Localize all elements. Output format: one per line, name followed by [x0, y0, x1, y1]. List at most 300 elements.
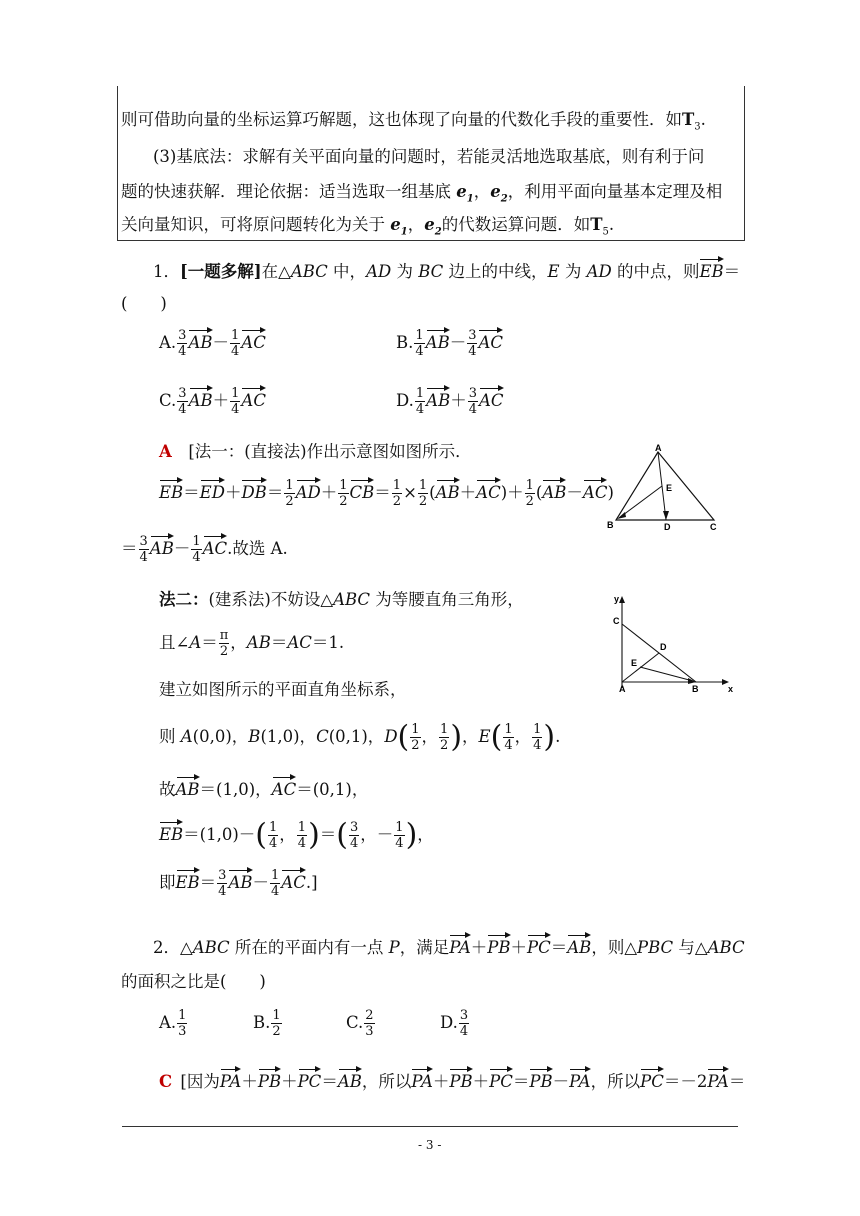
basis-e1: e [456, 182, 467, 201]
numerator: 1 [285, 478, 294, 493]
vec-cb: CB [349, 483, 375, 502]
q2-text: 与△ [673, 938, 708, 957]
q1-ad: AD [586, 262, 612, 281]
vec-ed: ED [199, 483, 225, 502]
comma: ， [421, 727, 439, 746]
numerator: 1 [440, 722, 449, 737]
paren: ( [397, 719, 410, 755]
paren: ) [308, 817, 320, 853]
fraction [525, 478, 535, 509]
vec-ad: AD [295, 483, 321, 502]
y-axis-arrow [619, 596, 625, 603]
numerator: 1 [178, 1008, 187, 1023]
vec-ab: AB [425, 333, 450, 352]
cond-text: 且∠ [159, 633, 190, 652]
numerator: 1 [231, 386, 240, 401]
sol2-text: ，所以 [590, 1072, 641, 1091]
vec-eb: EB [699, 262, 724, 281]
denominator: 4 [350, 836, 359, 851]
numerator: 1 [525, 478, 534, 493]
label-a: A [655, 444, 662, 453]
fraction [268, 820, 278, 851]
label-e: E [666, 483, 673, 493]
vec-ab: AB [337, 1072, 362, 1091]
m2-abc: ABC [333, 590, 371, 609]
q2-option-c[interactable] [346, 1008, 376, 1039]
plus: ＋ [224, 483, 242, 502]
plus: ＋ [510, 938, 528, 957]
end-text: .] [305, 873, 318, 892]
vec-ac: AC [479, 391, 504, 410]
q2-abc: ABC [192, 938, 230, 957]
fraction [414, 328, 424, 359]
paren: ) [405, 817, 418, 853]
fraction [394, 820, 404, 851]
point-b-coord: (1,0)， [260, 727, 317, 746]
vec-ab: AB [188, 333, 213, 352]
m2-text: 为等腰直角三角形， [370, 590, 524, 609]
eq: ＝ [266, 483, 284, 502]
vec-pb: PB [529, 1072, 553, 1091]
q2-option-b[interactable] [253, 1008, 283, 1039]
minus: － [252, 873, 269, 892]
sol1-m2-condition [159, 628, 344, 659]
sol2-end: ＝ [728, 1072, 746, 1091]
denominator: 4 [139, 550, 148, 565]
then-text: 则 [159, 727, 181, 746]
vec-pc: PC [527, 938, 551, 957]
q1-eq: ＝ [723, 262, 741, 281]
denominator: 4 [231, 402, 240, 417]
eq: ＝ [321, 1072, 338, 1091]
sol1-m2-vectors [159, 776, 368, 800]
fraction [219, 628, 230, 659]
numerator: 1 [192, 534, 201, 549]
cond-text: ＝1. [311, 633, 345, 652]
numerator: 1 [271, 868, 280, 883]
ref-t3-sub: 3 [694, 121, 701, 133]
q2-option-d[interactable] [440, 1008, 470, 1039]
denominator: 2 [392, 494, 402, 509]
hence-text: 故 [159, 780, 176, 799]
numerator: 1 [231, 328, 240, 343]
q1-text: 中， [327, 262, 367, 281]
denominator: 2 [285, 494, 294, 509]
vec-ac: AC [271, 780, 297, 799]
sol2-line [159, 1068, 745, 1092]
fraction [217, 868, 227, 899]
sep: ， [407, 215, 425, 234]
denominator: 3 [365, 1024, 374, 1039]
q1-option-c[interactable] [159, 386, 266, 417]
numerator: 1 [415, 386, 425, 401]
fraction [439, 722, 449, 753]
vec-ab: AB [542, 483, 567, 502]
box-line-4-text-b: 的代数运算问题．如 [441, 215, 591, 234]
basis-e2: e [490, 182, 501, 201]
vec-ab: AB [175, 780, 200, 799]
coordinate-figure [606, 592, 734, 696]
q1-abc: ABC [290, 262, 328, 281]
vec-eb: EB [175, 873, 200, 892]
sol2-text: ，所以 [361, 1072, 412, 1091]
ji-text: 即 [159, 873, 176, 892]
label-d: D [664, 522, 671, 532]
answer-letter: C [159, 1072, 173, 1091]
plus: ＋ [320, 483, 338, 502]
denominator: 2 [219, 644, 229, 659]
fraction [271, 1008, 281, 1039]
numerator: 2 [365, 1008, 374, 1023]
operator: － [449, 333, 467, 352]
q1-text: 为 [559, 262, 587, 281]
denominator: 4 [415, 402, 425, 417]
point-e: E [478, 727, 491, 746]
q1-number: 1． [153, 262, 180, 281]
q1-blank: ( ) [121, 294, 167, 313]
vec-ab: AB [567, 938, 592, 957]
vec-pa: PA [411, 1072, 433, 1091]
operator: － [212, 333, 229, 352]
option-label: B. [396, 333, 414, 352]
vec-ac: AC [582, 483, 608, 502]
sol2-text: [因为 [180, 1072, 220, 1091]
label-b: B [607, 520, 614, 530]
m2-text: (建系法)不妨设△ [208, 590, 334, 609]
numerator: 3 [459, 1008, 469, 1023]
comma: ， [514, 727, 532, 746]
plus: ＋ [281, 1072, 298, 1091]
fraction [459, 1008, 469, 1039]
basis-e1-sub: 1 [466, 193, 474, 205]
fraction [297, 820, 307, 851]
option-label: C. [346, 1013, 364, 1032]
numerator: 3 [468, 328, 477, 343]
operator: ＋ [212, 391, 230, 410]
vec-pb: PB [449, 1072, 473, 1091]
cond-text: ， [230, 633, 247, 652]
q2-abc: ABC [707, 938, 745, 957]
point-b: B [248, 727, 261, 746]
denominator: 4 [271, 884, 280, 899]
answer-letter: A [159, 442, 172, 461]
vec-ac: AC [478, 333, 504, 352]
q2-number: 2．△ [153, 938, 193, 957]
denominator: 2 [440, 738, 449, 753]
denominator: 4 [468, 344, 477, 359]
vec-ab: AB [435, 483, 460, 502]
denominator: 2 [272, 1024, 281, 1039]
sol1-m2-eb [159, 817, 434, 853]
fraction [191, 534, 201, 565]
vec-eb: EB [159, 483, 184, 502]
vec-ac: AC [241, 333, 266, 352]
q1-text: 的中点，则 [611, 262, 700, 281]
plus: ＋ [507, 483, 524, 502]
point-c: C [316, 727, 329, 746]
eb-text: ＝(1,0)－ [183, 825, 256, 844]
denominator: 4 [297, 836, 307, 851]
q2-p: P [388, 938, 400, 957]
paren: ( [336, 817, 349, 853]
q1-stem [153, 258, 740, 282]
numerator: 1 [272, 1008, 281, 1023]
denominator: 4 [231, 344, 240, 359]
sep: ， [473, 182, 491, 201]
denominator: 3 [178, 1024, 187, 1039]
point-a: A [180, 727, 193, 746]
vec-ac: AC [202, 539, 228, 558]
q2-text: ，满足 [399, 938, 450, 957]
box-line-4-dot: . [608, 215, 615, 234]
option-label: B. [253, 1013, 271, 1032]
vec-pc: PC [489, 1072, 513, 1091]
arrowhead [663, 511, 669, 520]
vec-ac-value: ＝(0,1)， [296, 780, 369, 799]
numerator: 1 [297, 820, 307, 835]
denominator: 4 [218, 884, 227, 899]
vec-pb: PB [257, 1072, 282, 1091]
fraction [418, 478, 428, 509]
q1-text: 在△ [261, 262, 291, 281]
fraction [468, 386, 478, 417]
fraction [410, 722, 420, 753]
sol1-m2-coord-text: 建立如图所示的平面直角坐标系， [159, 680, 407, 699]
fraction [338, 478, 348, 509]
choose-text: .故选 A. [227, 539, 288, 558]
vec-ac: AC [281, 873, 306, 892]
basis-e2-sub: 2 [434, 226, 442, 238]
fraction [230, 386, 240, 417]
denominator: 4 [533, 738, 542, 753]
minus: － [566, 483, 583, 502]
point-a-coord: (0,0)， [192, 727, 249, 746]
box-line-1-dot: . [700, 110, 706, 129]
vec-ab: AB [149, 539, 174, 558]
q1-text: 为 [391, 262, 419, 281]
page-number: - 3 - [418, 1138, 442, 1152]
fraction [177, 1008, 187, 1039]
label-y: y [614, 594, 620, 604]
denominator: 2 [411, 738, 420, 753]
box-line-2: (3)基底法：求解有关平面向量的问题时，若能灵活地选取基底，则有利于问 [153, 147, 705, 166]
plus: ＋ [472, 1072, 490, 1091]
q2-text: 所在的平面内有一点 [229, 938, 389, 957]
basis-e1-sub: 1 [400, 226, 408, 238]
point-d: D [384, 727, 398, 746]
paren: ( [490, 719, 503, 755]
q1-option-b[interactable] [396, 328, 503, 359]
numerator: 3 [218, 868, 227, 883]
fraction [503, 722, 513, 753]
eq: ＝ [201, 633, 218, 652]
numerator: 3 [468, 386, 477, 401]
minus: － [376, 825, 394, 844]
comma: ， [417, 825, 434, 844]
basis-e2: e [424, 215, 435, 234]
label-c: C [710, 522, 717, 532]
numerator: π [219, 628, 229, 643]
denominator: 2 [525, 494, 534, 509]
numerator: 1 [269, 820, 278, 835]
box-line-3-text-b: ，利用平面向量基本定理及相 [507, 182, 723, 201]
times: × [403, 483, 417, 502]
fraction [349, 820, 359, 851]
comma: ， [279, 825, 296, 844]
vec-pc: PC [297, 1072, 322, 1091]
numerator: 1 [418, 478, 428, 493]
fraction [284, 478, 294, 509]
vec-eb: EB [159, 825, 184, 844]
box-line-3 [121, 178, 722, 204]
plus: ＋ [432, 1072, 450, 1091]
fraction [177, 328, 187, 359]
eq: ＝ [512, 1072, 530, 1091]
q1-tag: [一题多解] [180, 262, 262, 281]
sol2-tail: ＝－2 [663, 1072, 708, 1091]
option-label: D. [440, 1013, 458, 1032]
vec-ab: AB [228, 873, 253, 892]
eq: ＝ [319, 825, 337, 844]
label-e: E [631, 658, 638, 668]
plus: ＋ [470, 938, 488, 957]
footer-rule [122, 1126, 738, 1127]
fraction [139, 534, 149, 565]
vec-ac: AC [476, 483, 501, 502]
denominator: 4 [415, 344, 424, 359]
fraction [230, 328, 240, 359]
box-line-1-text: 则可借助向量的坐标运算巧解题，这也体现了向量的代数化手段的重要性．如 [121, 110, 682, 129]
method-2-title: 法二： [159, 590, 209, 609]
vec-pa: PA [707, 1072, 729, 1091]
denominator: 4 [395, 836, 404, 851]
paren: ( [255, 817, 268, 853]
q1-option-d[interactable] [396, 386, 504, 417]
fraction [532, 722, 542, 753]
vec-ac: AC [241, 391, 266, 410]
eq: ＝ [374, 483, 391, 502]
cond-ac: AC [287, 633, 312, 652]
eq: ＝ [550, 938, 568, 957]
denominator: 4 [504, 738, 513, 753]
comma: ， [462, 727, 479, 746]
denominator: 4 [468, 402, 477, 417]
minus: － [552, 1072, 570, 1091]
denominator: 2 [418, 494, 428, 509]
vec-pb: PB [487, 938, 511, 957]
numerator: 3 [178, 328, 187, 343]
sol1-m2-title [159, 586, 524, 610]
vec-pc: PC [640, 1072, 664, 1091]
vec-db: DB [241, 483, 267, 502]
box-line-3-text: 题的快速获解．理论依据：适当选取一组基底 [121, 182, 451, 201]
operator: ＋ [450, 391, 467, 410]
q2-stem-line2: 的面积之比是( ) [121, 972, 266, 991]
fraction [270, 868, 280, 899]
label-c: C [613, 616, 620, 626]
method-1-title: [法一：(直接法)作出示意图如图所示． [188, 442, 472, 461]
vec-pa: PA [569, 1072, 591, 1091]
numerator: 1 [339, 478, 348, 493]
numerator: 1 [411, 722, 420, 737]
cond-a: A [189, 633, 202, 652]
denominator: 4 [178, 402, 187, 417]
sol1-m1-result [121, 534, 288, 565]
eq: ＝ [183, 483, 200, 502]
q1-bc: BC [418, 262, 444, 281]
denominator: 4 [192, 550, 201, 565]
paren: ) [450, 719, 463, 755]
label-x: x [728, 684, 734, 694]
basis-e1: e [390, 215, 401, 234]
q2-option-a[interactable] [159, 1008, 188, 1039]
triangle-figure [604, 444, 730, 532]
eq: ＝ [199, 873, 217, 892]
fraction [177, 386, 187, 417]
numerator: 1 [504, 722, 513, 737]
ref-t5: T [590, 215, 603, 234]
denominator: 2 [339, 494, 348, 509]
segment-eb [619, 486, 662, 518]
minus: － [173, 539, 191, 558]
q1-e: E [547, 262, 560, 281]
option-label: D. [396, 391, 414, 410]
vec-ab-value: ＝(1,0)， [199, 780, 272, 799]
numerator: 1 [392, 478, 402, 493]
q1-ad: AD [366, 262, 392, 281]
fraction [392, 478, 402, 509]
vec-ab: AB [188, 391, 213, 410]
q2-text: ，则△ [591, 938, 638, 957]
label-b: B [692, 684, 699, 694]
box-line-4 [121, 211, 614, 237]
comma: ， [360, 825, 377, 844]
vec-pa: PA [219, 1072, 242, 1091]
sol1-m1-title [159, 438, 472, 462]
sol1-m2-points: 则 A(0,0)，B(1,0)，C(0,1)，D( $\frac{1}{2}$ ， $\frac{1}{2}$ )，E( $\frac{1}{4}$ ， $\frac{1}{4}$ ). [159, 719, 561, 755]
ref-t5-sub: 5 [602, 226, 609, 238]
numerator: 3 [350, 820, 359, 835]
numerator: 1 [415, 328, 424, 343]
q1-text: 边上的中线， [443, 262, 548, 281]
eq: ＝ [270, 633, 288, 652]
option-label: C. [159, 391, 177, 410]
q1-option-a[interactable] [159, 328, 266, 359]
sol1-m1-equation: EB＝ED＋DB＝ $\frac{1}{2}$ AD＋ $\frac{1}{2}$ CB＝ $\frac{1}{2}$ × $\frac{1}{2}$ (AB＋AC)＋ $\frac{1}{2}$ (AB－AC) [159, 478, 614, 509]
denominator: 4 [178, 344, 187, 359]
option-label: A. [159, 333, 177, 352]
eq: ＝ [121, 539, 138, 558]
denominator: 4 [459, 1024, 469, 1039]
point-c-coord: (0,1)， [328, 727, 385, 746]
vec-ab: AB [426, 391, 451, 410]
box-line-4-text: 关向量知识，可将原问题转化为关于 [121, 215, 385, 234]
vec-pa: PA [449, 938, 471, 957]
denominator: 4 [269, 836, 278, 851]
sol1-m2-result [159, 868, 318, 899]
numerator: 3 [139, 534, 148, 549]
option-label: A. [159, 1013, 177, 1032]
label-a: A [619, 684, 626, 694]
fraction [467, 328, 477, 359]
label-d: D [660, 642, 667, 652]
fraction [364, 1008, 374, 1039]
numerator: 1 [533, 722, 542, 737]
plus: ＋ [241, 1072, 258, 1091]
q2-pbc: PBC [637, 938, 674, 957]
cond-ab: AB [246, 633, 271, 652]
box-line-1 [121, 106, 706, 132]
